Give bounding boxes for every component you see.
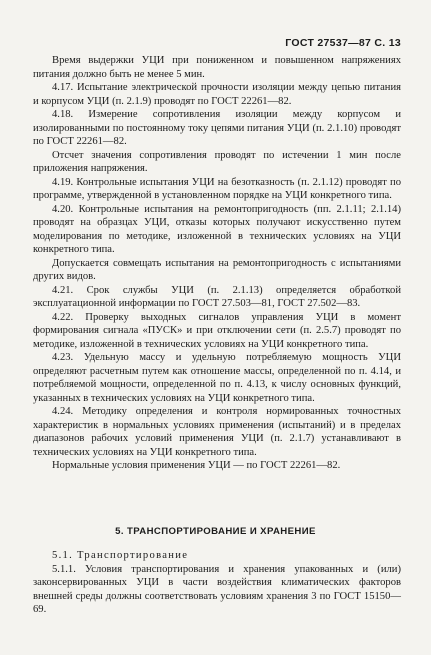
- paragraph: 4.17. Испытание электрической прочности изоляции между цепью питания и корпусом УЦИ (п. 2.1.9) проводят по ГОСТ 22261—82.: [33, 82, 401, 107]
- body-text: [33, 54, 401, 473]
- paragraph: 4.23. Удельную массу и удельную потребляемую мощность УЦИ определяют расчетным путем как отношение массы, определенной по п. 4.14, и потребляемой мощности, определенной по п. 4.13, к числу основных функций, указанных в технических условиях на УЦИ конкретного типа.: [33, 352, 401, 404]
- paragraph: 5.1.1. Условия транспортирования и хранения упакованных и (или) законсервированных УЦИ в части воздействия климатических факторов внешней среды должны соответствовать условиям хранения 3 по ГОСТ 15150—69.: [33, 563, 401, 615]
- paragraph: 4.19. Контрольные испытания УЦИ на безотказность (п. 2.1.12) проводят по программе, утвержденной в установленном порядке на УЦИ конкретного типа.: [33, 176, 401, 201]
- subsection-title: 5.1. Транспортирование: [52, 550, 189, 561]
- paragraph: 4.21. Срок службы УЦИ (п. 2.1.13) определяется обработкой эксплуатационной информации по ГОСТ 27.503—81, ГОСТ 27.502—83.: [33, 284, 401, 309]
- paragraph: 4.22. Проверку выходных сигналов управления УЦИ в момент формирования сигнала «ПУСК» и при отключении сети (п. 2.5.7) проводят по методике, изложенной в технических условиях на УЦИ конкретного типа.: [33, 311, 401, 350]
- section-title: 5. ТРАНСПОРТИРОВАНИЕ И ХРАНЕНИЕ: [115, 526, 316, 537]
- paragraph: 4.18. Измерение сопротивления изоляции между корпусом и изолированными по постоянному току цепями питания УЦИ (п. 2.1.10) проводят по ГОСТ 22261—82.: [33, 109, 401, 147]
- paragraph: Допускается совмещать испытания на ремонтопригодность с испытаниями других видов.: [33, 257, 401, 282]
- section-body: [33, 549, 401, 617]
- page-header: ГОСТ 27537—87 С. 13: [285, 37, 401, 49]
- paragraph: 4.20. Контрольные испытания на ремонтопригодность (пп. 2.1.11; 2.1.14) проводят на образцах УЦИ, отказы которых получают искусственно путем моделирования по методике, изложенной в технических условиях на УЦИ конкретного типа.: [33, 203, 401, 255]
- paragraph: Время выдержки УЦИ при пониженном и повышенном напряжениях питания должно быть не менее 5 мин.: [33, 55, 401, 80]
- paragraph: Отсчет значения сопротивления проводят по истечении 1 мин после приложения напряжения.: [33, 149, 401, 174]
- paragraph: 4.24. Методику определения и контроля нормированных точностных характеристик в нормальных условиях применения (испытаний) и в пределах диапазонов рабочих условий применения УЦИ (п. 2.1.7) устанавливают в технических условиях на УЦИ конкретного типа.: [33, 406, 401, 458]
- paragraph: Нормальные условия применения УЦИ — по ГОСТ 22261—82.: [52, 460, 341, 471]
